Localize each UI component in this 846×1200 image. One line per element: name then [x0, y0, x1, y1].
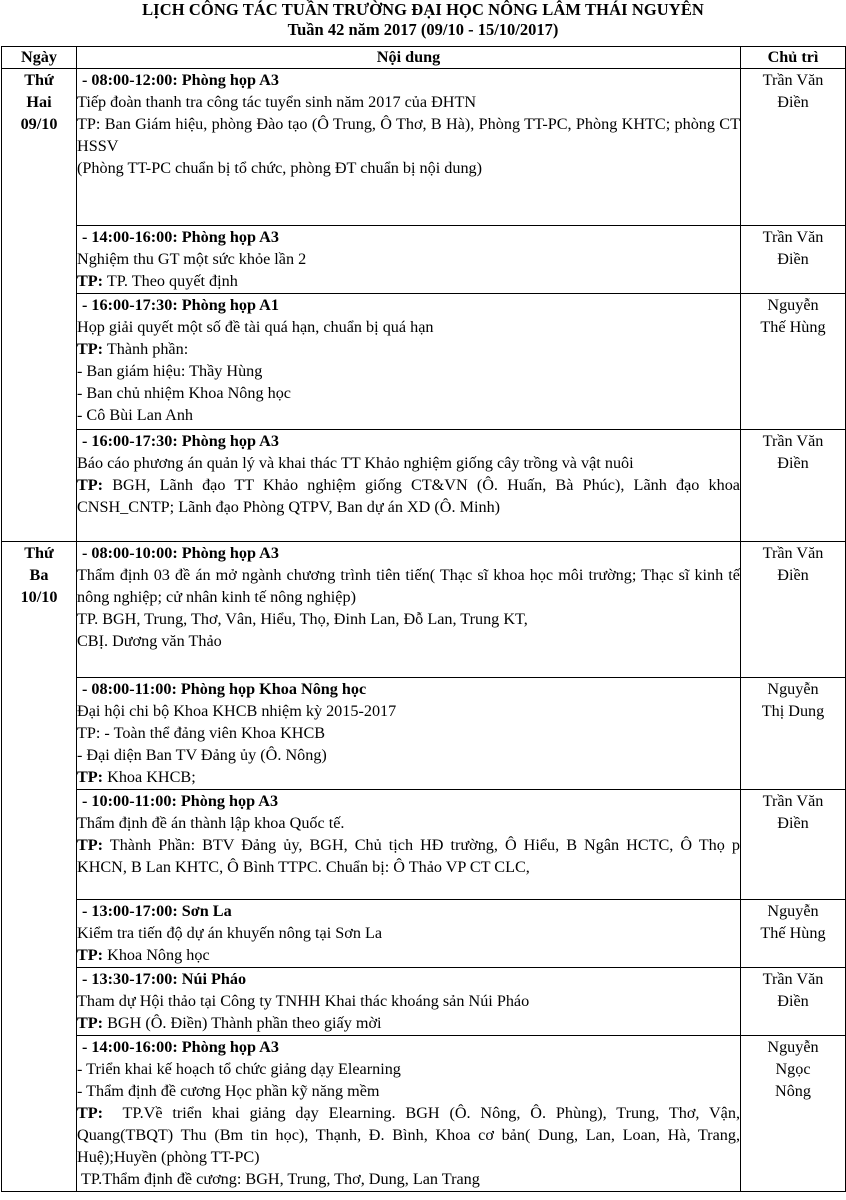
event-time-location: - 13:00-17:00: Sơn La: [82, 902, 232, 920]
event-detail-text: - Đại diện Ban TV Đảng ủy (Ô. Nông): [77, 746, 327, 764]
event-content-cell: [77, 968, 741, 1036]
event-detail-text: CBỊ. Dương văn Thảo: [77, 632, 222, 650]
event-detail-text: Thẩm định đề án thành lập khoa Quốc tế.: [77, 814, 345, 832]
participants-label: TP:: [77, 1014, 104, 1032]
event-detail-line: [77, 248, 740, 270]
event-detail-line: [77, 630, 740, 652]
table-row: [2, 1036, 846, 1192]
event-detail-line: [77, 382, 740, 404]
event-detail-text: - Ban giám hiệu: Thầy Hùng: [77, 362, 263, 380]
event-detail-line: [77, 700, 740, 722]
chair-name-line: Nguyễn: [767, 296, 819, 314]
chair-cell: [741, 1036, 846, 1192]
chair-cell: [741, 69, 846, 226]
column-header-content: Nội dung: [77, 47, 741, 69]
day-label-line: Thứ: [24, 544, 54, 562]
event-detail-text: BGH, Lãnh đạo TT Khảo nghiệm giống CT&VN (Ô. Huấn, Bà Phúc), Lãnh đạo khoa CNSH_CNTP; Lãnh đạo Phòng QTPV, Ban dự án XD (Ô. Minh): [77, 476, 745, 516]
chair-cell: [741, 542, 846, 678]
event-detail-line: [77, 113, 745, 157]
event-detail-line: [77, 990, 740, 1012]
event-time-location: - 16:00-17:30: Phòng họp A1: [82, 296, 279, 314]
chair-cell: [741, 430, 846, 542]
event-content-cell: [77, 790, 745, 900]
event-time-location: - 16:00-17:30: Phòng họp A3: [82, 432, 279, 450]
event-detail-text: TP.Về triển khai giảng dạy Elearning. BGH (Ô. Nông, Ô. Phùng), Trung, Thơ, Vận, Quang(TBQT) Thu (Bm tin học), Thạnh, Đ. Bình, Khoa cơ bản( Dung, Lan, Loan, Hà, Trang, Huệ);Huyền (phòng TT-PC): [77, 1104, 745, 1166]
table-row: [2, 790, 846, 900]
event-detail-line: [77, 1012, 740, 1034]
chair-name-line: Trần Văn: [762, 544, 824, 562]
event-detail-line: [77, 91, 740, 113]
event-detail-text: Khoa KHCB;: [103, 768, 196, 786]
chair-cell: [741, 226, 846, 294]
chair-name-line: Điền: [777, 814, 809, 832]
event-detail-text: TP: Ban Giám hiệu, phòng Đào tạo (Ô Trung, Ô Thơ, B Hà), Phòng TT-PC, Phòng KHTC; phòng CT HSSV: [77, 115, 745, 155]
chair-name-line: Nguyễn: [767, 1038, 819, 1056]
event-detail-text: Tiếp đoàn thanh tra công tác tuyển sinh năm 2017 của ĐHTN: [77, 93, 477, 111]
participants-label: TP:: [77, 476, 104, 494]
table-row: [2, 430, 846, 542]
chair-name-line: Điền: [777, 566, 809, 584]
event-time-location: - 08:00-11:00: Phòng họp Khoa Nông học: [82, 680, 367, 698]
event-detail-text: Báo cáo phương án quản lý và khai thác TT Khảo nghiệm giống cây trồng và vật nuôi: [77, 454, 634, 472]
table-row: [2, 542, 846, 678]
table-row: [2, 900, 846, 968]
event-detail-line: [77, 608, 740, 630]
event-detail-text: - Triển khai kế hoạch tổ chức giảng dạy Elearning: [77, 1060, 401, 1078]
event-time-location: - 14:00-16:00: Phòng họp A3: [82, 1038, 279, 1056]
chair-name-line: Trần Văn: [762, 792, 824, 810]
event-detail-line: [77, 338, 740, 360]
event-content-cell: [77, 900, 741, 968]
participants-label: TP:: [77, 836, 104, 854]
event-detail-line: [77, 1102, 745, 1168]
day-label-line: Hai: [26, 93, 52, 111]
chair-name-line: Điền: [777, 454, 809, 472]
event-detail-text: - Cô Bùi Lan Anh: [77, 406, 194, 424]
event-detail-text: Thành phần:: [103, 340, 189, 358]
chair-name-line: Thị Dung: [761, 702, 825, 720]
schedule-table: [1, 46, 846, 1192]
event-detail-text: Kiểm tra tiến độ dự án khuyến nông tại Sơn La: [77, 924, 383, 942]
day-label-line: Ba: [29, 566, 49, 584]
table-row: [2, 968, 846, 1036]
chair-name-line: Nguyễn: [767, 902, 819, 920]
event-time-location: - 10:00-11:00: Phòng họp A3: [82, 792, 279, 810]
event-detail-line: [77, 360, 740, 382]
event-detail-text: TP. Theo quyết định: [103, 272, 238, 290]
event-detail-line: [77, 404, 740, 426]
event-detail-text: Khoa Nông học: [103, 946, 210, 964]
event-detail-text: Đại hội chi bộ Khoa KHCB nhiệm kỳ 2015-2017: [77, 702, 397, 720]
chair-cell: [741, 968, 846, 1036]
day-cell: [2, 542, 77, 1192]
chair-name-line: Nông: [775, 1082, 811, 1100]
event-detail-text: TP. BGH, Trung, Thơ, Vân, Hiểu, Thọ, Đinh Lan, Đỗ Lan, Trung KT,: [77, 610, 528, 628]
event-detail-text: - Ban chủ nhiệm Khoa Nông học: [77, 384, 291, 402]
event-detail-line: [77, 722, 740, 744]
table-row: [2, 226, 846, 294]
event-detail-text: - Thẩm định đề cương Học phần kỹ năng mềm: [77, 1082, 380, 1100]
chair-cell: [741, 678, 846, 790]
chair-cell: [741, 790, 846, 900]
event-detail-line: [77, 474, 745, 518]
event-detail-text: Thẩm định 03 đề án mở ngành chương trình tiên tiến( Thạc sĩ khoa học môi trường; Thạc sĩ kinh tế nông nghiệp; cử nhân kinh tế nông nghiệp): [77, 566, 745, 606]
day-label-line: 09/10: [20, 115, 58, 133]
event-content-cell: [77, 430, 745, 542]
page-subtitle: Tuần 42 năm 2017 (09/10 - 15/10/2017): [287, 20, 559, 39]
participants-label: TP:: [77, 1104, 104, 1122]
chair-cell: [741, 900, 846, 968]
event-time-location: - 08:00-10:00: Phòng họp A3: [82, 544, 279, 562]
event-content-cell: [77, 678, 741, 790]
chair-name-line: Ngọc: [775, 1060, 811, 1078]
event-detail-text: Tham dự Hội thảo tại Công ty TNHH Khai thác khoáng sản Núi Pháo: [77, 992, 530, 1010]
chair-name-line: Điền: [777, 250, 809, 268]
event-detail-text: Họp giải quyết một số đề tài quá hạn, chuẩn bị quá hạn: [77, 318, 434, 336]
event-detail-line: [77, 834, 745, 878]
event-detail-line: [77, 944, 740, 966]
event-time-location: - 13:30-17:00: Núi Pháo: [82, 970, 247, 988]
chair-name-line: Thế Hùng: [760, 318, 826, 336]
table-row: [2, 678, 846, 790]
participants-label: TP:: [77, 768, 104, 786]
chair-cell: [741, 294, 846, 430]
day-label-line: 10/10: [20, 588, 58, 606]
chair-name-line: Điền: [777, 992, 809, 1010]
event-content-cell: [77, 69, 745, 226]
event-detail-line: [77, 1080, 740, 1102]
participants-label: TP:: [77, 340, 104, 358]
event-detail-line: [77, 1168, 740, 1190]
chair-name-line: Trần Văn: [762, 71, 824, 89]
event-time-location: - 14:00-16:00: Phòng họp A3: [82, 228, 279, 246]
event-detail-line: [77, 922, 740, 944]
header-row: [2, 47, 846, 69]
participants-label: TP:: [77, 272, 104, 290]
column-header-chair: Chủ trì: [741, 47, 846, 69]
event-detail-text: (Phòng TT-PC chuẩn bị tổ chức, phòng ĐT chuẩn bị nội dung): [77, 159, 483, 177]
event-content-cell: [77, 1036, 745, 1192]
chair-name-line: Trần Văn: [762, 228, 824, 246]
event-detail-line: [77, 564, 745, 608]
event-detail-line: [77, 316, 740, 338]
event-detail-text: Thành Phần: BTV Đảng ủy, BGH, Chủ tịch HĐ trường, Ô Hiểu, B Ngân HCTC, Ô Thọ p KHCN, B Lan KHTC, Ô Bình TTPC. Chuẩn bị: Ô Thảo VP CT CLC,: [77, 836, 745, 876]
page-title: LỊCH CÔNG TÁC TUẦN TRƯỜNG ĐẠI HỌC NÔNG LÂM THÁI NGUYÊN: [142, 0, 704, 19]
day-cell: [2, 69, 77, 542]
event-detail-line: [77, 270, 740, 292]
event-detail-line: [77, 1058, 740, 1080]
day-label-line: Thứ: [24, 71, 54, 89]
event-detail-line: [77, 744, 740, 766]
event-detail-line: [77, 452, 740, 474]
event-detail-line: [77, 766, 740, 788]
event-detail-text: Nghiệm thu GT một sức khỏe lần 2: [77, 250, 307, 268]
table-row: [2, 294, 846, 430]
event-content-cell: [77, 294, 741, 430]
column-header-day: Ngày: [2, 47, 77, 69]
schedule-body: [2, 69, 846, 1192]
event-detail-text: TP.Thẩm định đề cương: BGH, Trung, Thơ, Dung, Lan Trang: [77, 1170, 480, 1188]
event-detail-text: TP: - Toàn thể đảng viên Khoa KHCB: [77, 724, 326, 742]
chair-name-line: Điền: [777, 93, 809, 111]
event-time-location: - 08:00-12:00: Phòng họp A3: [82, 71, 279, 89]
participants-label: TP:: [77, 946, 104, 964]
chair-name-line: Nguyễn: [767, 680, 819, 698]
event-content-cell: [77, 226, 741, 294]
event-detail-text: BGH (Ô. Điền) Thành phần theo giấy mời: [103, 1014, 382, 1032]
table-row: [2, 69, 846, 226]
chair-name-line: Trần Văn: [762, 432, 824, 450]
event-detail-line: [77, 157, 740, 179]
event-content-cell: [77, 542, 745, 678]
chair-name-line: Thế Hùng: [760, 924, 826, 942]
chair-name-line: Trần Văn: [762, 970, 824, 988]
event-detail-line: [77, 812, 740, 834]
